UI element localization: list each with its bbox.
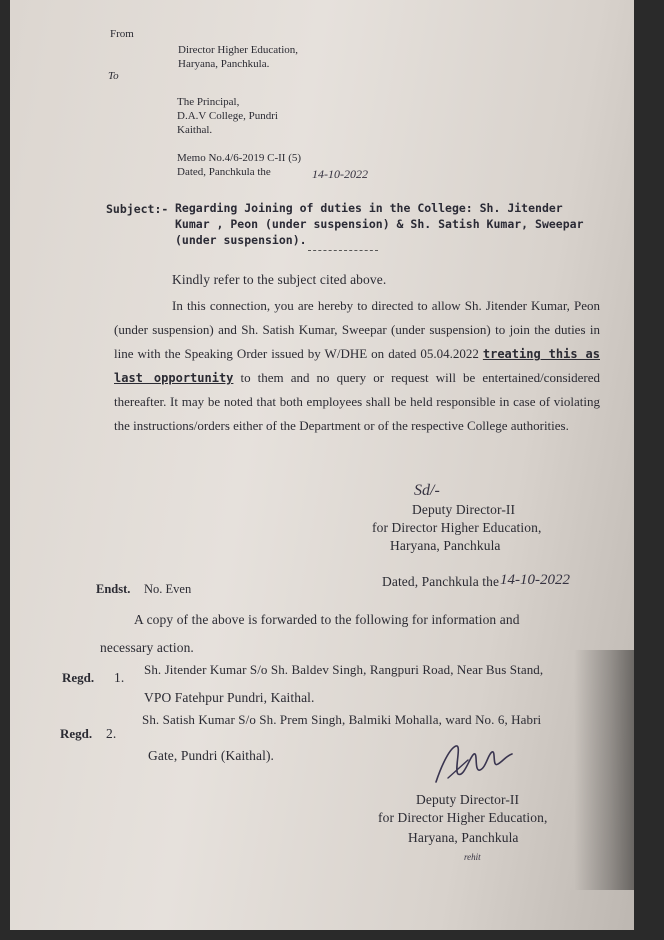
memo-number: Memo No.4/6-2019 C-II (5): [177, 152, 302, 164]
memo-dated-handwritten: 14-10-2022: [312, 167, 368, 181]
initials-mark: rehit: [464, 852, 481, 862]
memo-dated-label: Dated, Panchkula the: [177, 166, 271, 178]
para-2-end: to them and no query or request will be entertained/considered thereafter. It may be noted that both employees shall be held responsible in case of violating the instructions/orders either of the Department or of the respective College authorities.: [114, 370, 600, 433]
recipient-address-line-2: VPO Fatehpur Pundri, Kaithal.: [144, 690, 315, 705]
from-line-1: Director Higher Education,: [178, 44, 299, 56]
from-label: From: [110, 28, 134, 40]
para-2-start: In this connection, you are hereby to directed to allow Sh. Jitender Kumar, Peon (under suspension) and Sh. Satish Kumar, Sweepar (under suspension) to join the duties in line with the Speaking Order issued by W/DHE on dated 05.04.2022: [114, 298, 600, 361]
subject-text: Regarding Joining of duties in the College: Sh. Jitender Kumar , Peon (under suspension) & Sh. Satish Kumar, Sweepar (under suspension).: [175, 201, 584, 247]
copy-text-line-2: necessary action.: [100, 640, 194, 655]
signatory-1-line-3: Haryana, Panchkula: [390, 538, 501, 553]
endorsement-dated-handwritten: 14-10-2022: [500, 572, 570, 588]
para-1: Kindly refer to the subject cited above.: [172, 272, 387, 287]
sd-mark: Sd/-: [414, 482, 440, 499]
para-2-emphasis: treating this as last opportunity: [114, 347, 600, 385]
signatory-1-line-2: for Director Higher Education,: [372, 520, 542, 535]
copy-text-line-1: A copy of the above is forwarded to the following for information and: [134, 612, 520, 627]
signatory-2-line-3: Haryana, Panchkula: [408, 830, 519, 845]
regd-label: Regd.: [62, 670, 95, 685]
para-2: [114, 294, 600, 438]
to-label: To: [108, 70, 119, 82]
signatory-2-line-1: Deputy Director-II: [416, 792, 520, 807]
document-page: [10, 0, 634, 930]
signatory-1-line-1: Deputy Director-II: [412, 502, 516, 517]
recipient-address-line-2: Gate, Pundri (Kaithal).: [148, 748, 275, 763]
handwritten-signature: [428, 734, 518, 794]
endorsement-dated-label: Dated, Panchkula the: [382, 574, 500, 589]
subject-divider: [308, 250, 378, 251]
subject-label: Subject:-: [106, 202, 169, 216]
item-number: 2.: [106, 726, 117, 741]
to-line-1: The Principal,: [177, 96, 240, 108]
signatory-2-line-2: for Director Higher Education,: [378, 810, 548, 825]
endorsement-number: No. Even: [144, 582, 192, 596]
regd-label: Regd.: [60, 726, 93, 741]
to-line-2: D.A.V College, Pundri: [177, 110, 278, 122]
page-shadow: [574, 650, 634, 890]
item-number: 1.: [114, 670, 125, 685]
to-line-3: Kaithal.: [177, 124, 213, 136]
from-line-2: Haryana, Panchkula.: [178, 58, 270, 70]
recipient-address-line-1: Sh. Jitender Kumar S/o Sh. Baldev Singh, Rangpuri Road, Near Bus Stand,: [144, 662, 544, 677]
recipient-address-line-1: Sh. Satish Kumar S/o Sh. Prem Singh, Balmiki Mohalla, ward No. 6, Habri: [142, 712, 542, 727]
endorsement-label: Endst.: [96, 582, 131, 596]
